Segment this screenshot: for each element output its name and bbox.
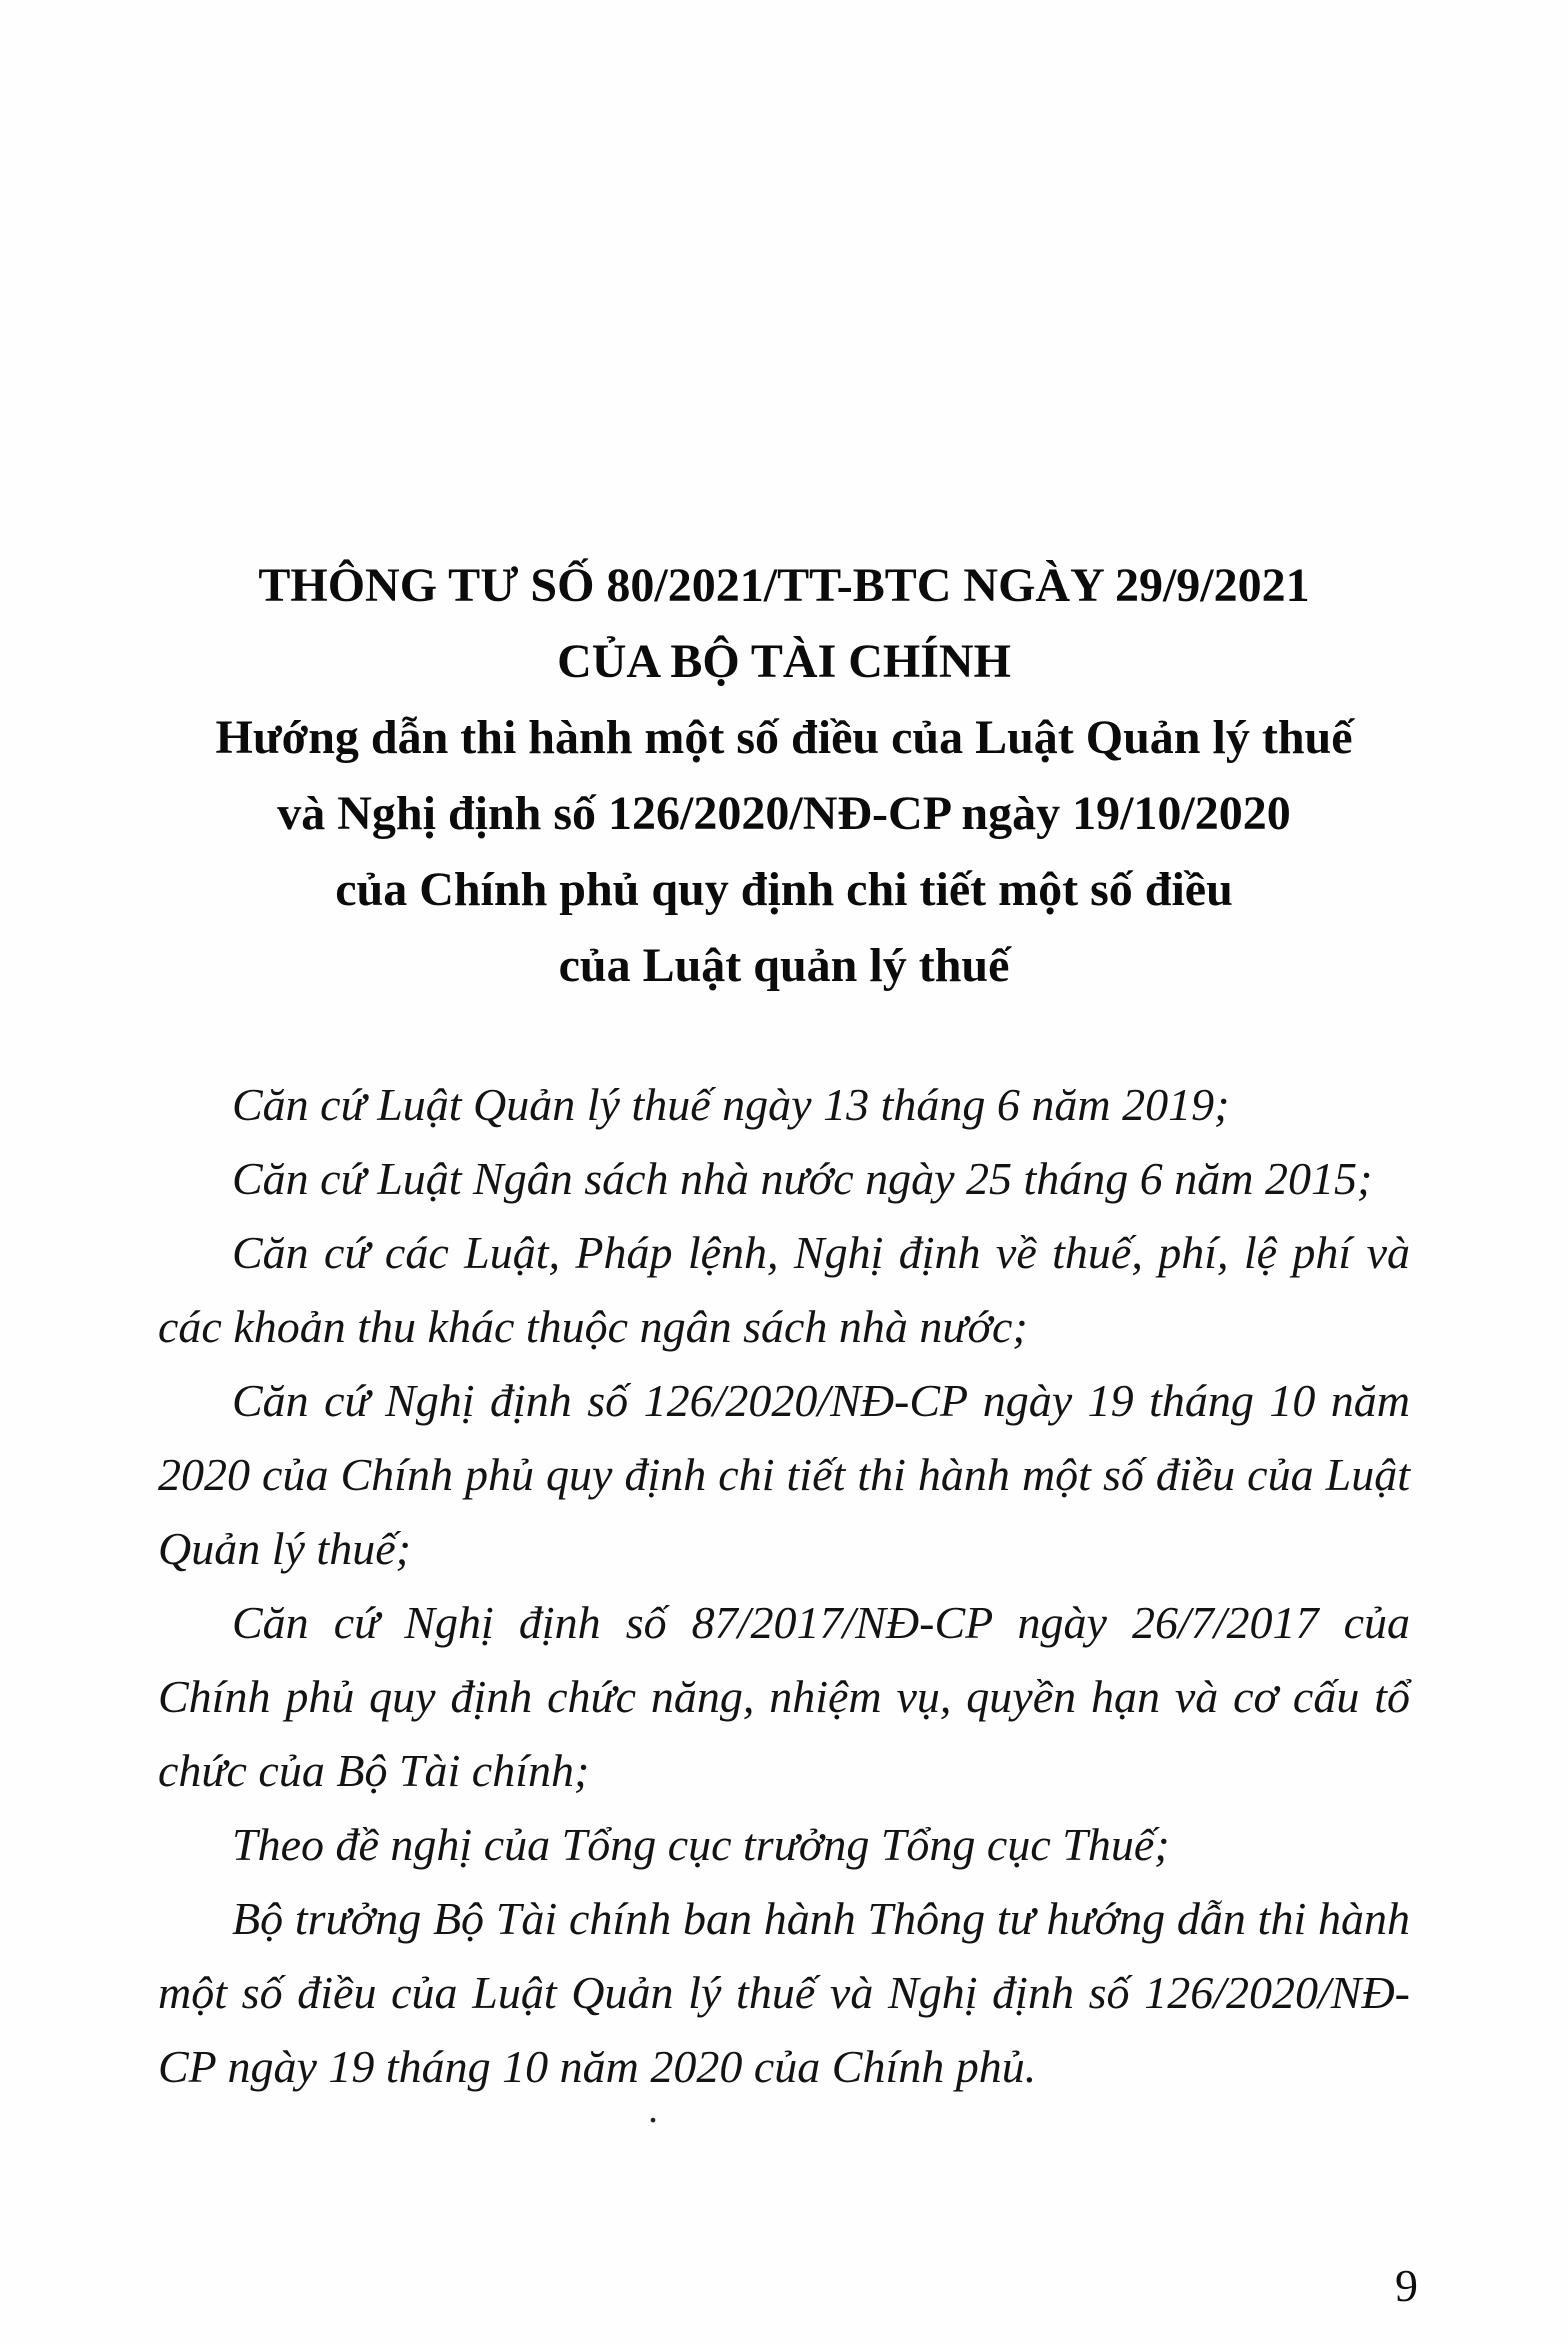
paragraph-legal-basis-3: Căn cứ các Luật, Pháp lệnh, Nghị định về thuế, phí, lệ phí và các khoản thu khác thuộc ngân sách nhà nước; (158, 1227, 1410, 1352)
paragraph-proposal: Theo đề nghị của Tổng cục trưởng Tổng cục Thuế; (232, 1819, 1170, 1870)
paragraph-enactment: Bộ trưởng Bộ Tài chính ban hành Thông tư hướng dẫn thi hành một số điều của Luật Quản lý thuế và Nghị định số 126/2020/NĐ-CP ngày 19 tháng 10 năm 2020 của Chính phủ. (158, 1893, 1410, 2092)
page-number: 9 (1395, 2260, 1418, 2311)
title-line-6: của Luật quản lý thuế (558, 939, 1010, 992)
title-line-4: và Nghị định số 126/2020/NĐ-CP ngày 19/10/2020 (277, 787, 1291, 840)
title-line-3: Hướng dẫn thi hành một số điều của Luật Quản lý thuế (215, 711, 1353, 764)
page-content (158, 0, 1410, 2104)
paragraph-legal-basis-2: Căn cứ Luật Ngân sách nhà nước ngày 25 tháng 6 năm 2015; (232, 1153, 1373, 1204)
stray-scan-mark: . (648, 2086, 658, 2131)
paragraph-legal-basis-5: Căn cứ Nghị định số 87/2017/NĐ-CP ngày 26/7/2017 của Chính phủ quy định chức năng, nhiệm vụ, quyền hạn và cơ cấu tổ chức của Bộ Tài chính; (158, 1597, 1410, 1796)
title-line-5: của Chính phủ quy định chi tiết một số điều (335, 863, 1233, 916)
document-body (158, 1068, 1410, 2104)
document-title (158, 548, 1410, 1004)
paragraph-legal-basis-4: Căn cứ Nghị định số 126/2020/NĐ-CP ngày 19 tháng 10 năm 2020 của Chính phủ quy định chi tiết thi hành một số điều của Luật Quản lý thuế; (158, 1375, 1410, 1574)
title-line-2: CỦA BỘ TÀI CHÍNH (557, 635, 1011, 688)
title-line-1: THÔNG TƯ SỐ 80/2021/TT-BTC NGÀY 29/9/2021 (258, 559, 1310, 612)
paragraph-legal-basis-1: Căn cứ Luật Quản lý thuế ngày 13 tháng 6 năm 2019; (232, 1079, 1230, 1130)
